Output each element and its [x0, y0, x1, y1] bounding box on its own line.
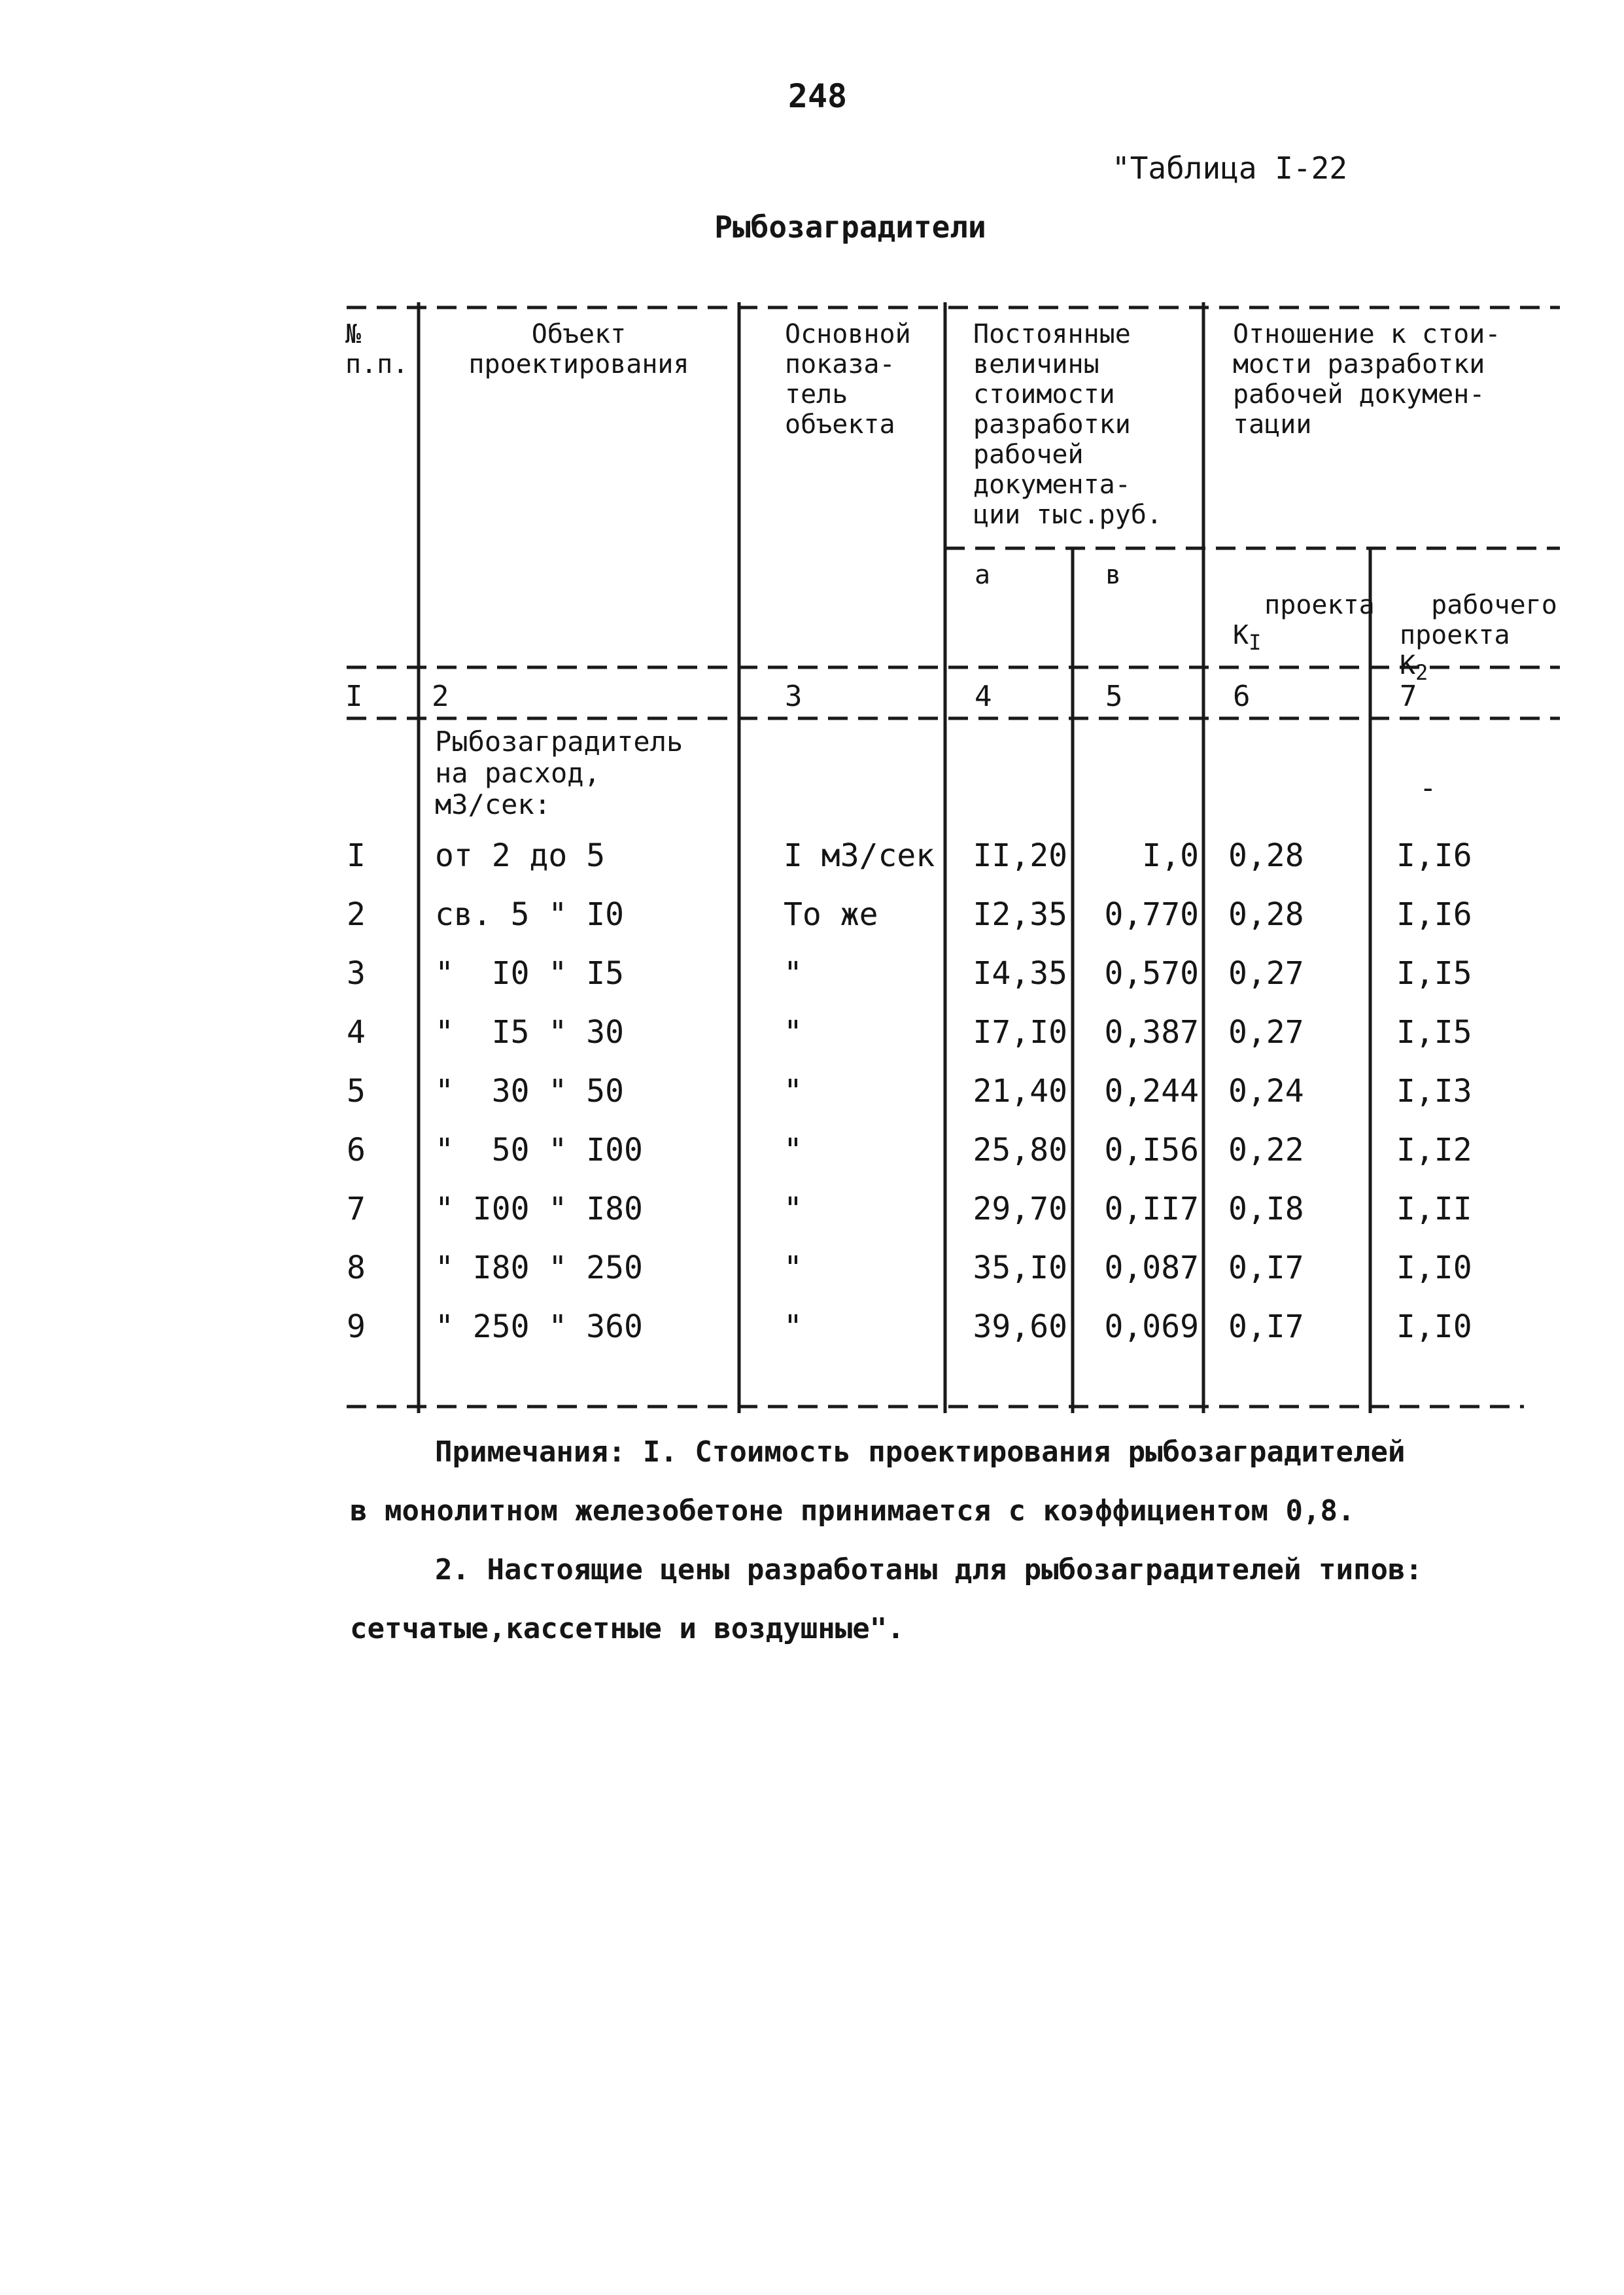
table-title: Рыбозаградители	[714, 209, 986, 245]
cell-a: 25,80	[973, 1132, 1067, 1168]
cell-indicator: "	[784, 1073, 803, 1110]
cell-object: " 50 " I00	[435, 1132, 643, 1168]
header-object: Объект проектирования	[468, 319, 689, 379]
cell-k1: 0,I7	[1228, 1308, 1304, 1345]
cell-k2: I,I6	[1396, 896, 1472, 933]
colnum-6: 6	[1233, 680, 1251, 713]
cell-number: 5	[347, 1073, 366, 1110]
cell-k2: I,II	[1396, 1191, 1472, 1227]
colnum-1: I	[345, 680, 363, 713]
cell-object: от 2 до 5	[435, 837, 606, 874]
group-dash: -	[1419, 771, 1437, 805]
header-k2	[1400, 560, 1557, 688]
group-label: Рыбозаградитель на расход, м3/сек:	[435, 726, 683, 820]
header-constants: Постоянные величины стоимости разработки рабочей документа- ции тыс.руб.	[973, 319, 1162, 530]
cell-indicator: "	[784, 1132, 803, 1168]
header-k2-sub: 2	[1415, 660, 1428, 685]
cell-number: 2	[347, 896, 366, 933]
cell-number: 8	[347, 1250, 366, 1286]
table-reference: "Таблица I-22	[1112, 150, 1348, 186]
cell-a: I4,35	[973, 955, 1067, 992]
cell-b: 0,387	[1104, 1014, 1199, 1051]
header-b: в	[1105, 560, 1122, 590]
cell-k1: 0,24	[1228, 1073, 1304, 1110]
header-a: а	[975, 560, 991, 590]
cell-indicator: I м3/сек	[784, 837, 935, 874]
header-k1-text: проекта К	[1233, 590, 1375, 650]
cell-a: 29,70	[973, 1191, 1067, 1227]
cell-k2: I,I5	[1396, 955, 1472, 992]
colnum-5: 5	[1105, 680, 1123, 713]
cell-k1: 0,I8	[1228, 1191, 1304, 1227]
cell-k2: I,I3	[1396, 1073, 1472, 1110]
cell-number: 7	[347, 1191, 366, 1227]
cell-indicator: "	[784, 1191, 803, 1227]
cell-k1: 0,I7	[1228, 1250, 1304, 1286]
cell-b: I,0	[1142, 837, 1199, 874]
cell-indicator: "	[784, 955, 803, 992]
cell-number: I	[347, 837, 366, 874]
cell-a: I7,I0	[973, 1014, 1067, 1051]
cell-object: " 30 " 50	[435, 1073, 624, 1110]
cell-number: 4	[347, 1014, 366, 1051]
cell-k1: 0,22	[1228, 1132, 1304, 1168]
cell-k2: I,I2	[1396, 1132, 1472, 1168]
cell-k2: I,I0	[1396, 1250, 1472, 1286]
cell-indicator: "	[784, 1308, 803, 1345]
cell-object: св. 5 " I0	[435, 896, 624, 933]
colnum-4: 4	[975, 680, 992, 713]
cell-b: 0,244	[1104, 1073, 1199, 1110]
cell-k1: 0,28	[1228, 896, 1304, 933]
header-indicator: Основной показа- тель объекта	[785, 319, 911, 440]
header-k1	[1233, 560, 1375, 657]
page-number: 248	[787, 77, 848, 115]
cell-b: 0,570	[1104, 955, 1199, 992]
header-ratio: Отношение к стои- мости разработки рабочей докумен- тации	[1233, 319, 1501, 440]
colnum-2: 2	[432, 680, 449, 713]
note-line-1: Примечания: I. Стоимость проектирования рыбозаградителей	[435, 1435, 1406, 1469]
cell-object: " I00 " I80	[435, 1191, 643, 1227]
colnum-7: 7	[1400, 680, 1417, 713]
cell-b: 0,770	[1104, 896, 1199, 933]
cell-object: " I0 " I5	[435, 955, 624, 992]
cell-k2: I,I0	[1396, 1308, 1472, 1345]
cell-b: 0,I56	[1104, 1132, 1199, 1168]
cell-a: 39,60	[973, 1308, 1067, 1345]
cell-indicator: "	[784, 1014, 803, 1051]
cell-object: " I5 " 30	[435, 1014, 624, 1051]
cell-number: 6	[347, 1132, 366, 1168]
cell-k1: 0,27	[1228, 955, 1304, 992]
cell-a: 21,40	[973, 1073, 1067, 1110]
note-line-4: сетчатые,кассетные и воздушные".	[350, 1612, 905, 1645]
cell-a: 35,I0	[973, 1250, 1067, 1286]
note-line-2: в монолитном железобетоне принимается с коэффициентом 0,8.	[350, 1494, 1355, 1528]
cell-indicator: То же	[784, 896, 878, 933]
cell-b: 0,069	[1104, 1308, 1199, 1345]
colnum-3: 3	[785, 680, 803, 713]
cell-k1: 0,27	[1228, 1014, 1304, 1051]
cell-b: 0,087	[1104, 1250, 1199, 1286]
cell-object: " 250 " 360	[435, 1308, 643, 1345]
note-line-3: 2. Настоящие цены разработаны для рыбозаградителей типов:	[435, 1553, 1423, 1586]
header-k1-sub: I	[1249, 630, 1262, 655]
header-number: № п.п.	[345, 319, 409, 379]
header-k2-text: рабочего проекта К	[1400, 590, 1557, 680]
cell-k2: I,I5	[1396, 1014, 1472, 1051]
cell-a: I2,35	[973, 896, 1067, 933]
cell-k2: I,I6	[1396, 837, 1472, 874]
cell-object: " I80 " 250	[435, 1250, 643, 1286]
cell-indicator: "	[784, 1250, 803, 1286]
cell-k1: 0,28	[1228, 837, 1304, 874]
cell-b: 0,II7	[1104, 1191, 1199, 1227]
cell-number: 3	[347, 955, 366, 992]
cell-number: 9	[347, 1308, 366, 1345]
cell-a: II,20	[973, 837, 1067, 874]
